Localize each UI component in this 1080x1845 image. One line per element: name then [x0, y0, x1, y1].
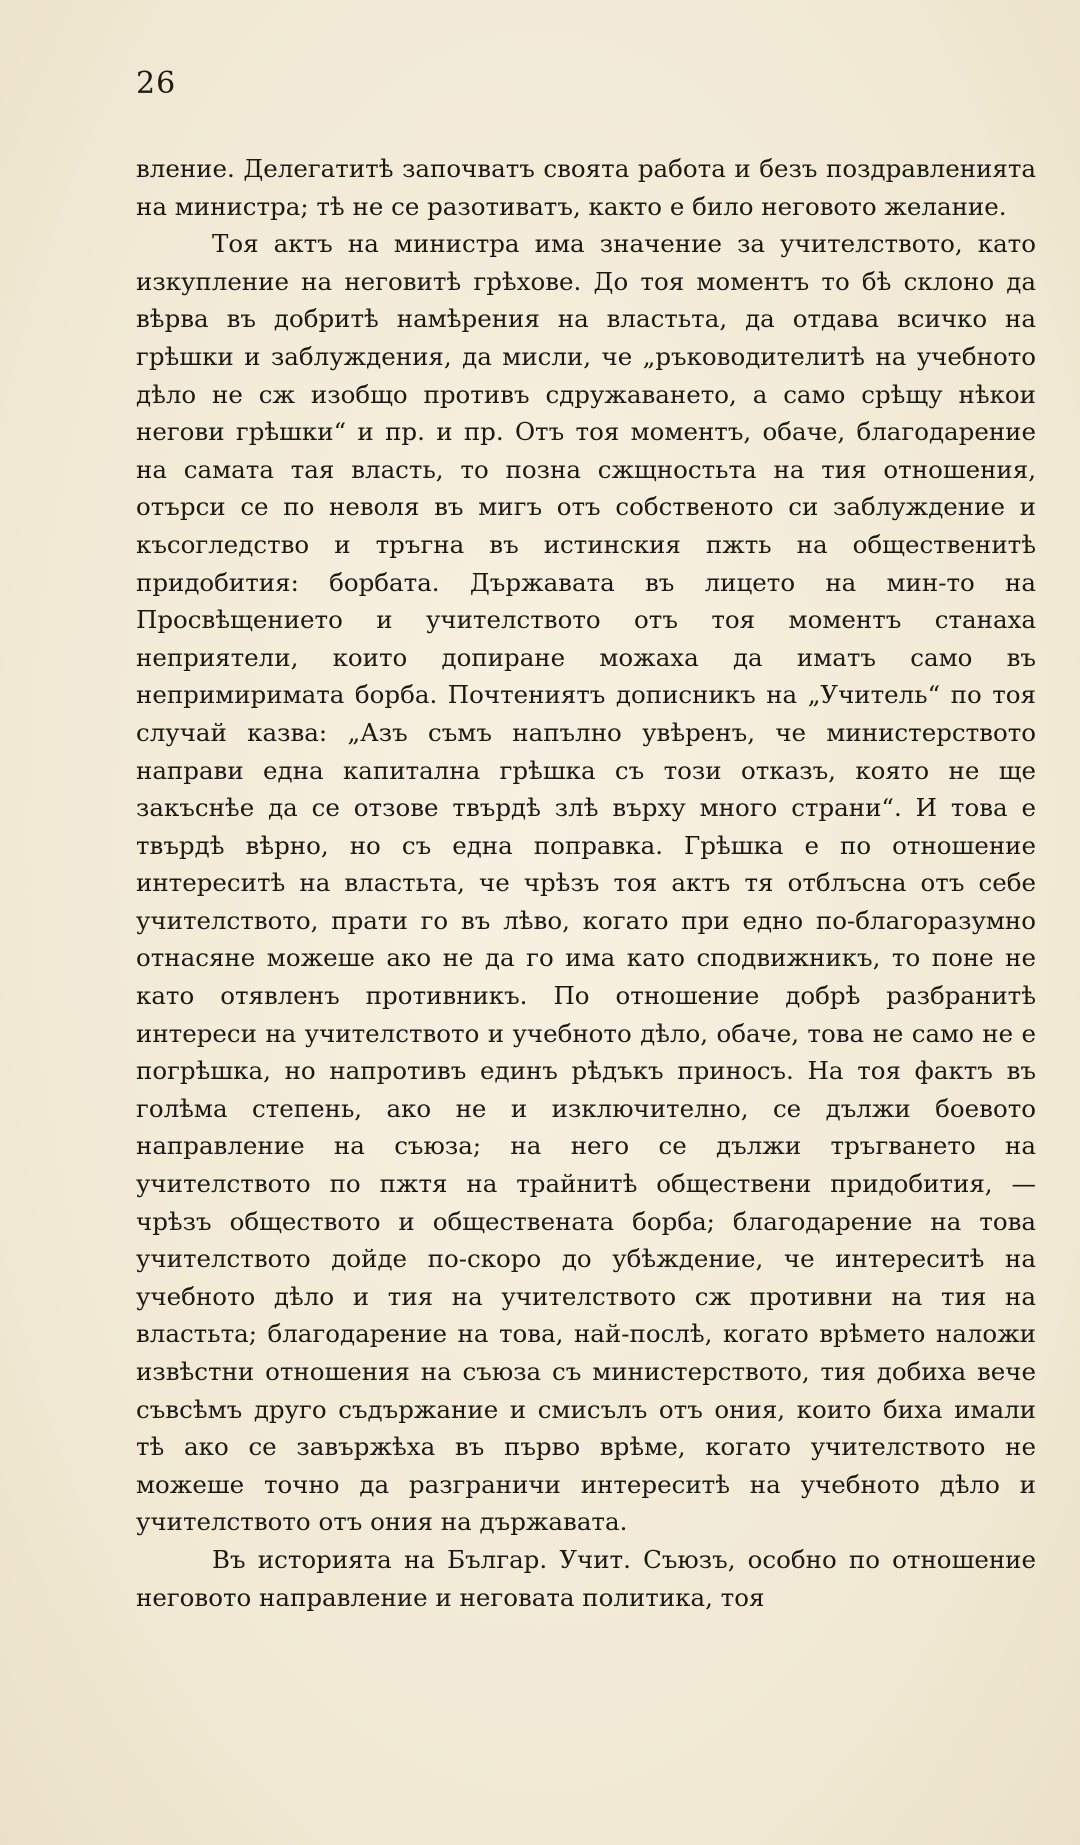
paragraph-history: Въ историята на Българ. Учит. Съюзъ, особно по отношение неговото направление и неговата политика, тоя	[136, 1544, 1036, 1612]
page-number: 26	[136, 66, 177, 101]
body-text	[136, 150, 1036, 1616]
paragraph-continuation: вление. Делегатитѣ започватъ своята работа и безъ поздравленията на министра; тѣ не се разотиватъ, както е било неговото желание.	[136, 154, 1036, 221]
paragraph-main: Тоя актъ на министра има значение за учителството, като изкупление на неговитѣ грѣхове. До тоя моментъ то бѣ склоно да вѣрва въ добритѣ намѣрения на властьта, да отдава всичко на грѣшки и заблуждения, да мисли, че „ръководителитѣ на учебното дѣло не сж изобщо противъ сдружаването, а само срѣщу нѣкои негови грѣшки“ и пр. и пр. Отъ тоя моментъ, обаче, благодарение на самата тая власть, то позна сжщностьта на тия отношения, отърси се по неволя въ мигъ отъ собственото си заблуждение и късогледство и тръгна въ истинския пжть на общественитѣ придобития: борбата. Държавата въ лицето на мин-то на Просвѣщението и учителството отъ тоя моментъ станаха неприятели, които допиране можаха да иматъ само въ непримиримата борба. Почтениятъ дописникъ на „Учитель“ по тоя случай казва: „Азъ съмъ напълно увѣренъ, че министерството направи една капитална грѣшка съ този отказъ, която не ще закъснѣе да се отзове твърдѣ злѣ върху много страни“. И това е твърдѣ вѣрно, но съ една поправка. Грѣшка е по отношение интереситѣ на властьта, че чрѣзъ тоя актъ тя отблъсна отъ себе учителството, прати го въ лѣво, когато при едно по-благоразумно отнасяне можеше ако не да го има като сподвижникъ, то поне не като отявленъ противникъ. По отношение добрѣ разбранитѣ интереси на учителството и учебното дѣло, обаче, това не само не е погрѣшка, но напротивъ единъ рѣдъкъ приносъ. На тоя фактъ въ голѣма степень, ако не и изключително, се дължи боевото направление на съюза; на него се дължи тръгването на учителството по пжтя на трайнитѣ обществени придобития, — чрѣзъ обществото и обществената борба; благодарение на това учителството дойде по-скоро до убѣждение, че интереситѣ на учебното дѣло и тия на учителството сж противни на тия на властьта; благодарение на това, най-послѣ, когато врѣмето наложи извѣстни отношения на съюза съ министерството, тия добиха вече съвсѣмъ друго съдържание и смисълъ отъ ония, които биха имали тѣ ако се завържѣха въ първо врѣме, когато учителството не можеше точно да разграничи интереситѣ на учебното дѣло и учителството отъ ония на държавата.	[136, 229, 1036, 1537]
